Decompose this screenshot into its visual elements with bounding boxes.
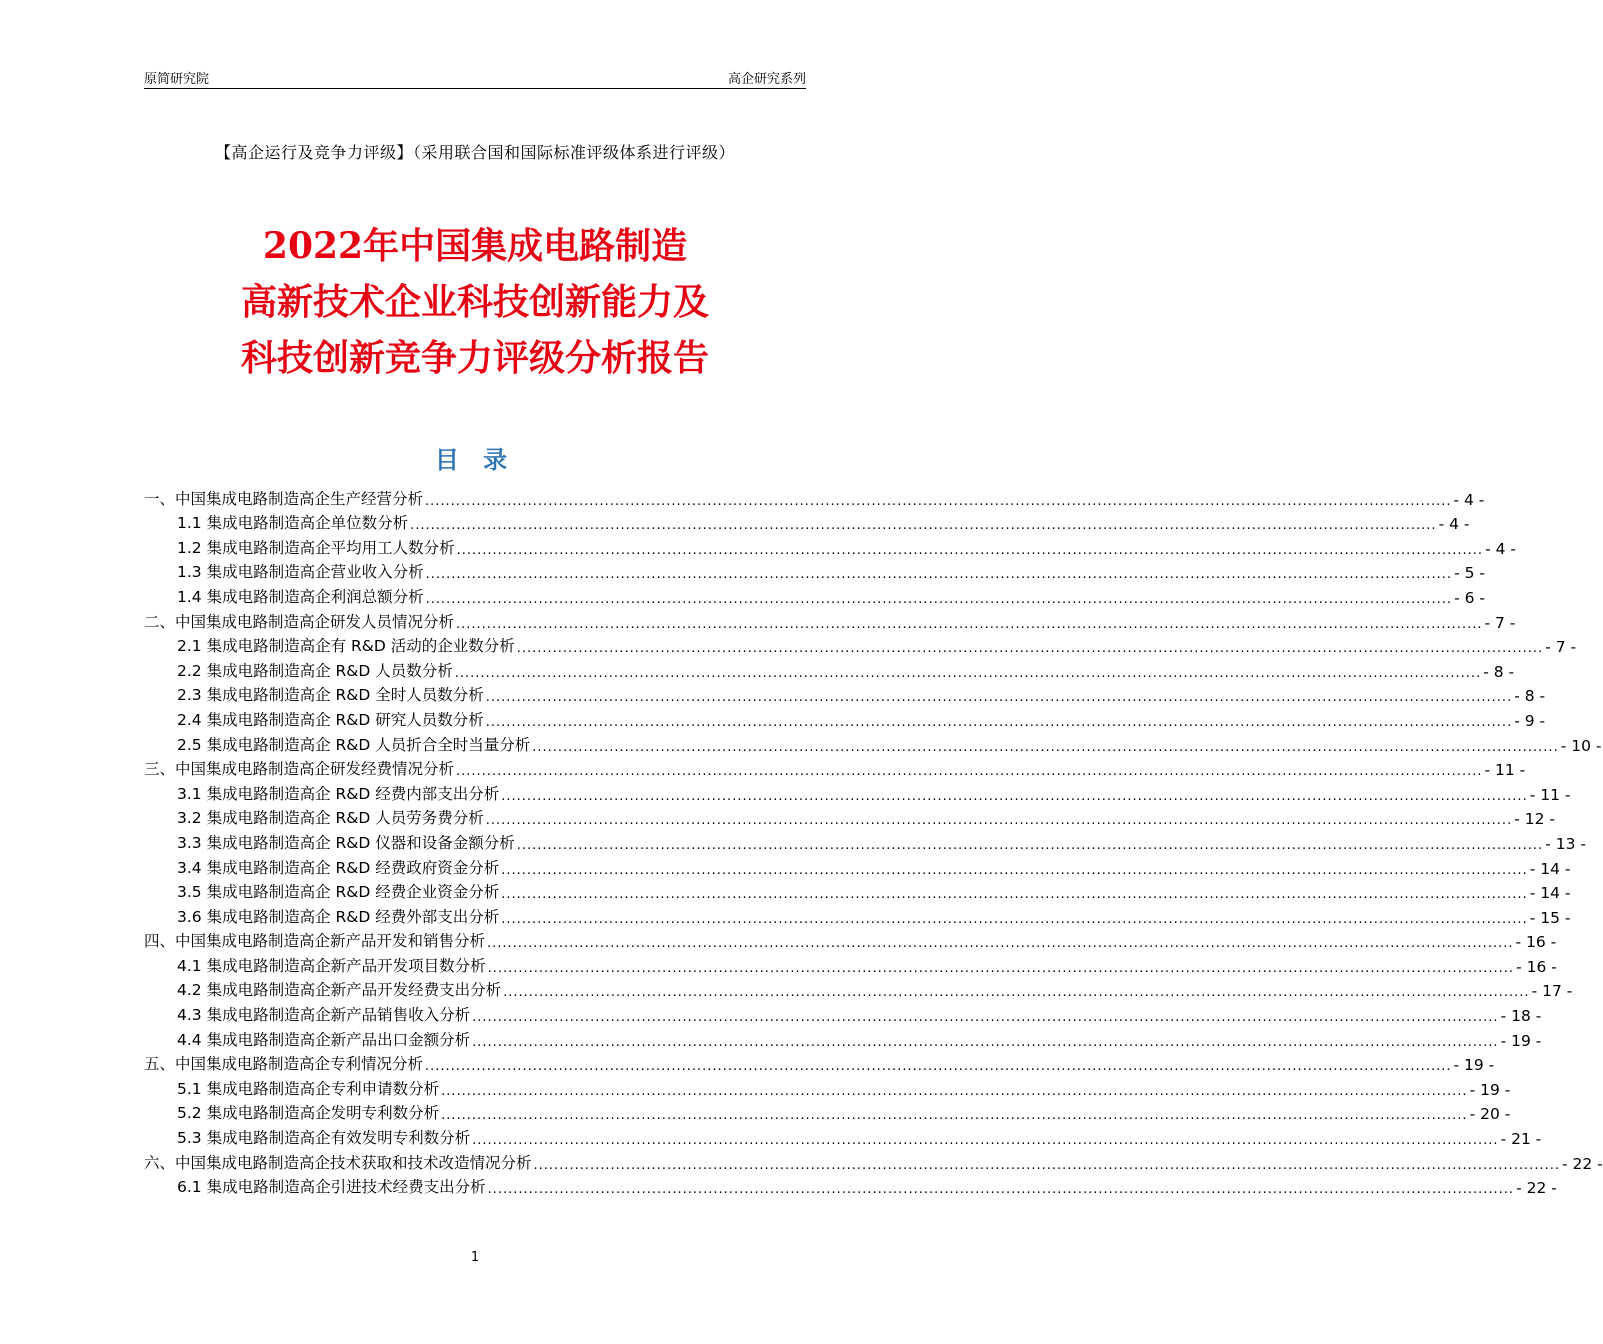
- toc-entry-page: - 19 -: [1500, 1031, 1542, 1050]
- title-line-1: 2022年中国集成电路制造: [262, 225, 688, 267]
- toc-leader-dots: ........................................................................................................................................................................................................: [425, 567, 1453, 583]
- toc-leader-dots: ........................................................................................................................................................................................................: [487, 960, 1515, 976]
- toc-entry[interactable]: [144, 927, 1557, 952]
- toc-entry-page: - 4 -: [1438, 515, 1470, 534]
- toc-entry[interactable]: [144, 484, 1485, 509]
- toc-entry[interactable]: [144, 976, 1573, 1001]
- report-title: [100, 218, 850, 386]
- table-of-contents: [144, 484, 1603, 1198]
- toc-leader-dots: ........................................................................................................................................................................................................: [501, 862, 1528, 878]
- toc-entry[interactable]: [144, 681, 1546, 706]
- toc-entry[interactable]: [144, 656, 1515, 681]
- toc-leader-dots: ........................................................................................................................................................................................................: [501, 911, 1528, 927]
- toc-entry-page: - 21 -: [1500, 1130, 1542, 1149]
- toc-entry-title: 6.1 集成电路制造高企引进技术经费支出分析: [177, 1178, 486, 1197]
- toc-entry[interactable]: [144, 902, 1571, 927]
- toc-leader-dots: ........................................................................................................................................................................................................: [485, 714, 1513, 730]
- header-publisher: 原简研究院: [144, 72, 210, 87]
- toc-entry[interactable]: [144, 878, 1571, 903]
- toc-leader-dots: ........................................................................................................................................................................................................: [441, 1083, 1468, 1099]
- toc-entry-title: 2.1 集成电路制造高企有 R&D 活动的企业数分析: [177, 637, 515, 656]
- toc-entry-title: 4.1 集成电路制造高企新产品开发项目数分析: [177, 956, 486, 975]
- toc-entry-page: - 7 -: [1484, 613, 1516, 632]
- toc-entry-title: 3.6 集成电路制造高企 R&D 经费外部支出分析: [177, 907, 500, 926]
- toc-entry-title: 三、中国集成电路制造高企研发经费情况分析: [144, 760, 455, 779]
- toc-entry-page: - 19 -: [1469, 1080, 1511, 1099]
- toc-entry-page: - 8 -: [1483, 662, 1515, 681]
- title-line-2: 高新技术企业科技创新能力及: [240, 281, 709, 323]
- rating-subtitle: 【高企运行及竞争力评级】（采用联合国和国际标准评级体系进行评级）: [214, 143, 735, 162]
- toc-entry-page: - 18 -: [1500, 1007, 1542, 1026]
- toc-entry-title: 五、中国集成电路制造高企专利情况分析: [144, 1055, 424, 1074]
- title-line-3: 科技创新竞争力评级分析报告: [240, 337, 709, 379]
- toc-leader-dots: ........................................................................................................................................................................................................: [501, 788, 1528, 804]
- toc-entry-page: - 6 -: [1454, 588, 1485, 607]
- toc-entry-title: 1.2 集成电路制造高企平均用工人数分析: [177, 538, 455, 557]
- toc-leader-dots: ........................................................................................................................................................................................................: [516, 837, 1544, 853]
- toc-leader-dots: ........................................................................................................................................................................................................: [472, 1034, 1499, 1050]
- toc-entry-page: - 16 -: [1515, 933, 1557, 952]
- toc-leader-dots: ........................................................................................................................................................................................................: [441, 1108, 1468, 1124]
- toc-entry-title: 1.4 集成电路制造高企利润总额分析: [177, 587, 424, 606]
- toc-entry-title: 3.1 集成电路制造高企 R&D 经费内部支出分析: [177, 784, 500, 803]
- toc-entry-title: 2.2 集成电路制造高企 R&D 人员数分析: [177, 661, 453, 680]
- toc-leader-dots: ........................................................................................................................................................................................................: [456, 542, 1484, 558]
- toc-entry-page: - 13 -: [1545, 834, 1586, 853]
- toc-entry-page: - 22 -: [1516, 1179, 1557, 1198]
- toc-entry[interactable]: [144, 705, 1546, 730]
- page-header: [144, 66, 806, 89]
- toc-entry[interactable]: [144, 1099, 1511, 1124]
- toc-entry-title: 3.5 集成电路制造高企 R&D 经费企业资金分析: [177, 883, 500, 902]
- toc-leader-dots: ........................................................................................................................................................................................................: [487, 1182, 1515, 1198]
- toc-leader-dots: ........................................................................................................................................................................................................: [425, 1059, 1452, 1075]
- toc-entry-title: 一、中国集成电路制造高企生产经营分析: [144, 489, 424, 508]
- toc-entry-page: - 7 -: [1545, 638, 1577, 657]
- toc-entry[interactable]: [144, 755, 1526, 780]
- toc-leader-dots: ........................................................................................................................................................................................................: [456, 616, 1483, 632]
- toc-entry[interactable]: [144, 853, 1571, 878]
- toc-entry-page: - 16 -: [1516, 957, 1557, 976]
- toc-entry[interactable]: [144, 730, 1602, 755]
- toc-leader-dots: ........................................................................................................................................................................................................: [532, 739, 1559, 755]
- toc-entry-page: - 12 -: [1514, 810, 1555, 829]
- toc-entry-title: 3.2 集成电路制造高企 R&D 人员劳务费分析: [177, 809, 484, 828]
- toc-leader-dots: ........................................................................................................................................................................................................: [485, 813, 1513, 829]
- toc-leader-dots: ........................................................................................................................................................................................................: [533, 1157, 1560, 1173]
- toc-entry-title: 5.1 集成电路制造高企专利申请数分析: [177, 1079, 440, 1098]
- toc-entry-title: 四、中国集成电路制造高企新产品开发和销售分析: [144, 932, 486, 951]
- toc-entry-title: 5.2 集成电路制造高企发明专利数分析: [177, 1104, 440, 1123]
- toc-entry-page: - 5 -: [1454, 564, 1485, 583]
- toc-entry[interactable]: [144, 779, 1571, 804]
- toc-leader-dots: ........................................................................................................................................................................................................: [456, 764, 1483, 780]
- toc-entry-title: 2.4 集成电路制造高企 R&D 研究人员数分析: [177, 710, 484, 729]
- toc-entry[interactable]: [144, 804, 1555, 829]
- toc-entry-page: - 19 -: [1453, 1056, 1495, 1075]
- toc-entry[interactable]: [144, 1000, 1542, 1026]
- toc-entry-page: - 11 -: [1484, 761, 1526, 780]
- toc-entry[interactable]: [144, 607, 1516, 632]
- toc-entry-title: 2.3 集成电路制造高企 R&D 全时人员数分析: [177, 686, 484, 705]
- toc-entry-title: 二、中国集成电路制造高企研发人员情况分析: [144, 612, 455, 631]
- toc-leader-dots: ........................................................................................................................................................................................................: [472, 1133, 1499, 1149]
- toc-entry[interactable]: [144, 558, 1485, 583]
- toc-entry-title: 3.3 集成电路制造高企 R&D 仪器和设备金额分析: [177, 833, 515, 852]
- toc-entry[interactable]: [144, 1050, 1495, 1075]
- toc-entry[interactable]: [144, 533, 1516, 558]
- toc-entry[interactable]: [144, 1123, 1542, 1149]
- toc-entry-title: 5.3 集成电路制造高企有效发明专利数分析: [177, 1129, 471, 1148]
- toc-entry-title: 1.3 集成电路制造高企营业收入分析: [177, 563, 424, 582]
- toc-entry-page: - 22 -: [1561, 1154, 1603, 1173]
- toc-entry-page: - 17 -: [1531, 982, 1573, 1001]
- toc-entry-page: - 9 -: [1514, 711, 1546, 730]
- toc-entry[interactable]: [144, 1148, 1603, 1173]
- toc-entry-title: 1.1 集成电路制造高企单位数分析: [177, 514, 409, 533]
- toc-entry-page: - 20 -: [1469, 1105, 1511, 1124]
- toc-entry-page: - 14 -: [1529, 859, 1571, 878]
- toc-entry-page: - 8 -: [1514, 687, 1546, 706]
- toc-entry[interactable]: [144, 1173, 1557, 1198]
- toc-entry-page: - 4 -: [1453, 490, 1485, 509]
- toc-entry-title: 4.2 集成电路制造高企新产品开发经费支出分析: [177, 981, 502, 1000]
- toc-entry-title: 3.4 集成电路制造高企 R&D 经费政府资金分析: [177, 858, 500, 877]
- toc-entry[interactable]: [144, 582, 1485, 607]
- toc-entry[interactable]: [144, 509, 1470, 534]
- header-series: 高企研究系列: [727, 72, 806, 87]
- toc-entry-title: 六、中国集成电路制造高企技术获取和技术改造情况分析: [144, 1153, 532, 1172]
- toc-entry[interactable]: [144, 632, 1577, 657]
- toc-entry-page: - 4 -: [1485, 539, 1516, 558]
- toc-leader-dots: ........................................................................................................................................................................................................: [485, 690, 1513, 706]
- page-number: 1: [470, 1250, 480, 1265]
- toc-leader-dots: ........................................................................................................................................................................................................: [472, 1010, 1499, 1026]
- toc-entry-page: - 10 -: [1560, 736, 1602, 755]
- toc-entry-page: - 15 -: [1529, 908, 1571, 927]
- toc-entry-page: - 14 -: [1529, 884, 1571, 903]
- toc-entry-title: 4.3 集成电路制造高企新产品销售收入分析: [177, 1006, 471, 1025]
- toc-entry-title: 2.5 集成电路制造高企 R&D 人员折合全时当量分析: [177, 735, 531, 754]
- toc-entry[interactable]: [144, 1025, 1542, 1050]
- toc-leader-dots: ........................................................................................................................................................................................................: [487, 936, 1514, 952]
- toc-entry[interactable]: [144, 951, 1557, 976]
- toc-leader-dots: ........................................................................................................................................................................................................: [454, 665, 1482, 681]
- toc-leader-dots: ........................................................................................................................................................................................................: [410, 518, 1437, 534]
- toc-entry[interactable]: [144, 1074, 1511, 1099]
- toc-leader-dots: ........................................................................................................................................................................................................: [503, 985, 1530, 1001]
- toc-entry[interactable]: [144, 828, 1586, 853]
- toc-entry-page: - 11 -: [1529, 785, 1571, 804]
- toc-heading: 目 录: [434, 446, 516, 474]
- toc-leader-dots: ........................................................................................................................................................................................................: [425, 591, 1453, 607]
- toc-leader-dots: ........................................................................................................................................................................................................: [516, 641, 1544, 657]
- toc-entry-title: 4.4 集成电路制造高企新产品出口金额分析: [177, 1030, 471, 1049]
- toc-leader-dots: ........................................................................................................................................................................................................: [425, 493, 1452, 509]
- toc-leader-dots: ........................................................................................................................................................................................................: [501, 887, 1528, 903]
